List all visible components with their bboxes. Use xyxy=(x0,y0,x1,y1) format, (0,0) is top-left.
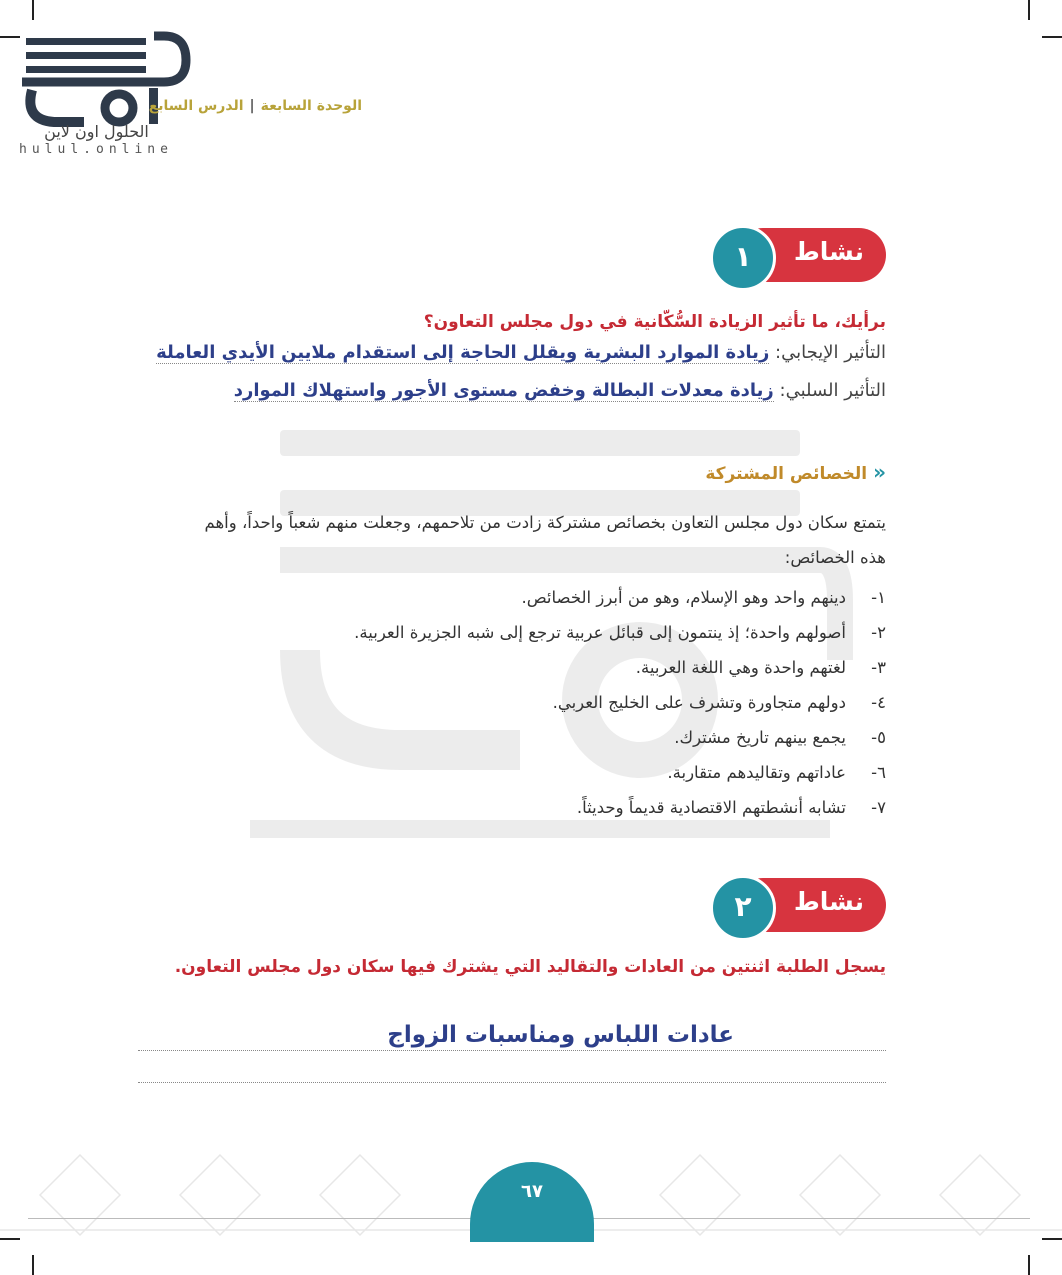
logo-subtitle: الحلول اون لاين xyxy=(44,122,149,141)
activity-1-number: ١ xyxy=(710,225,776,291)
positive-effect xyxy=(156,342,886,363)
list-item: ٢-أصولهم واحدة؛ إذ ينتمون إلى قبائل عربية ترجع إلى شبه الجزيرة العربية. xyxy=(354,623,886,642)
list-item: ١-دينهم واحد وهو الإسلام، وهو من أبرز الخصائص. xyxy=(521,588,886,607)
negative-effect-value: زيادة معدلات البطالة وخفض مستوى الأجور واستهلاك الموارد xyxy=(233,380,774,401)
list-item: ٣-لغتهم واحدة وهي اللغة العربية. xyxy=(635,658,886,677)
list-item: ٦-عاداتهم وتقاليدهم متقاربة. xyxy=(667,763,886,782)
activity-1-badge xyxy=(706,228,886,282)
section-title-text: الخصائص المشتركة xyxy=(705,464,868,484)
lesson-label: الدرس السابع xyxy=(148,98,244,114)
list-item: ٤-دولهم متجاورة وتشرف على الخليج العربي. xyxy=(552,693,886,712)
positive-effect-label: التأثير الإيجابي: xyxy=(775,342,886,363)
page-header xyxy=(149,98,362,114)
activity-2-number: ٢ xyxy=(710,875,776,941)
crop-mark xyxy=(1042,36,1062,38)
intro-paragraph: يتمتع سكان دول مجلس التعاون بخصائص مشتركة زادت من تلاحمهم، وجعلت منهم شعباً واحداً، وأهم هذه الخصائص: xyxy=(204,513,886,567)
crop-mark xyxy=(32,0,34,20)
characteristics-list xyxy=(176,580,886,825)
crop-mark xyxy=(1028,1255,1030,1275)
activity-2-badge xyxy=(706,878,886,932)
list-item: ٥-يجمع بينهم تاريخ مشترك. xyxy=(674,728,886,747)
logo-latin: hulul.online xyxy=(19,142,173,157)
list-item: ٧-تشابه أنشطتهم الاقتصادية قديماً وحديثاً. xyxy=(576,798,886,817)
crop-mark xyxy=(1028,0,1030,20)
header-separator: | xyxy=(249,98,255,114)
answer-line-1 xyxy=(138,1050,886,1051)
negative-effect xyxy=(234,380,886,401)
answer-line-2 xyxy=(138,1082,886,1083)
activity-1-label: نشاط xyxy=(793,237,864,266)
positive-effect-value: زيادة الموارد البشرية ويقلل الحاجة إلى استقدام ملايين الأيدي العاملة xyxy=(156,342,770,363)
double-chevron-icon: « xyxy=(873,460,886,484)
question-1: برأيك، ما تأثير الزيادة السُّكّانية في دول مجلس التعاون؟ xyxy=(423,312,886,332)
activity-2-label: نشاط xyxy=(793,887,864,916)
crop-mark xyxy=(32,1255,34,1275)
negative-effect-label: التأثير السلبي: xyxy=(779,380,886,401)
question-2: يسجل الطلبة اثنتين من العادات والتقاليد التي يشترك فيها سكان دول مجلس التعاون. xyxy=(174,957,886,977)
page-number: ٦٧ xyxy=(470,1162,594,1242)
brand-logo-mark xyxy=(14,30,194,130)
answer-2: عادات اللباس ومناسبات الزواج xyxy=(383,1022,734,1048)
unit-label: الوحدة السابعة xyxy=(260,98,362,114)
section-title xyxy=(705,460,886,484)
